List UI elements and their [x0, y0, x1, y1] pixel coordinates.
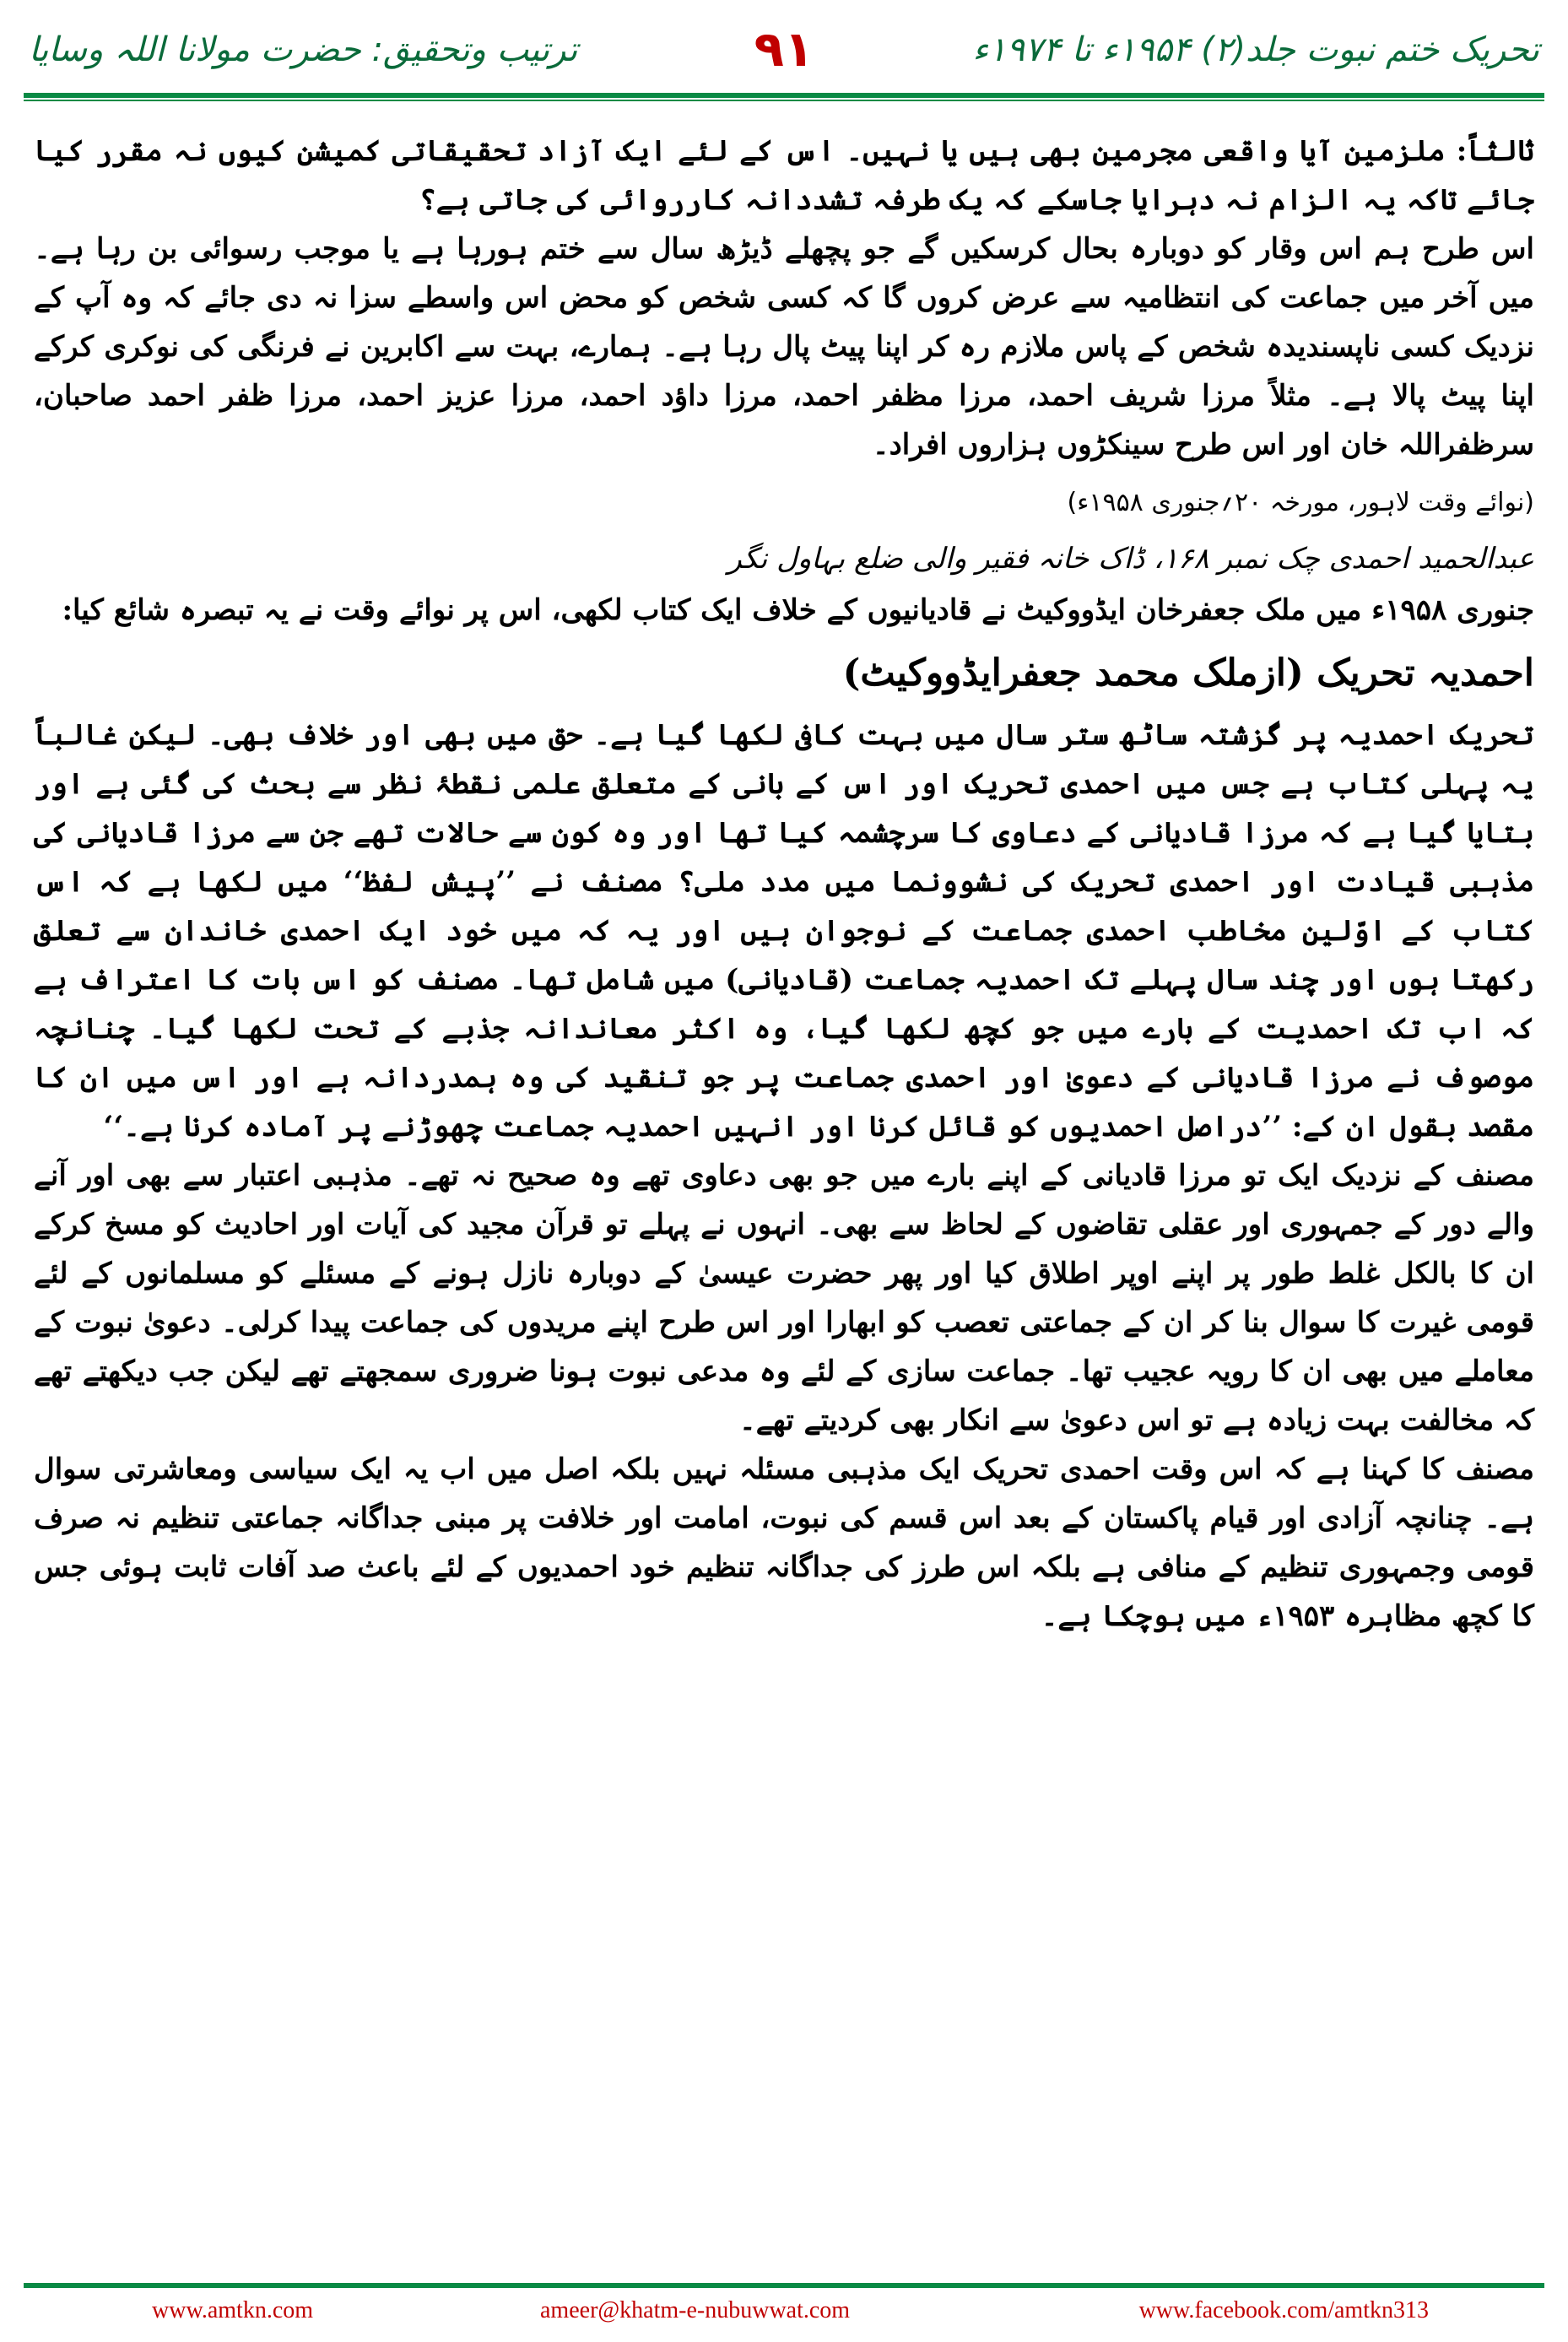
page-body	[34, 127, 1534, 1641]
footer-divider	[24, 2283, 1544, 2288]
compiler-credit: ترتیب وتحقیق: حضرت مولانا اللہ وسایا	[29, 30, 578, 69]
paragraph-6: مصنف کا کہنا ہے کہ اس وقت احمدی تحریک ایک مذہبی مسئلہ نہیں بلکہ اصل میں اب یہ ایک سیاسی ومعاشرتی سوال ہے۔ چنانچہ آزادی اور قیام پاکستان کے بعد اس قسم کی نبوت، امامت اور خلافت پر مبنی جداگانہ جماعتی تنظیم نہ صرف قومی وجمہوری تنظیم کے منافی ہے بلکہ اس طرز کی جداگانہ تنظیم خود احمدیوں کے لئے باعث صد آفات ثابت ہوئی جس کا کچھ مظاہرہ ۱۹۵۳ء میں ہوچکا ہے۔	[34, 1452, 1534, 1633]
website-link[interactable]: www.amtkn.com	[152, 2297, 314, 2323]
book-title: تحریک ختم نبوت جلد(۲) ۱۹۵۴ء تا ۱۹۷۴ء	[972, 30, 1539, 69]
header-divider	[24, 93, 1544, 98]
paragraph-3: جنوری ۱۹۵۸ء میں ملک جعفرخان ایڈووکیٹ نے قادیانیوں کے خلاف ایک کتاب لکھی، اس پر نوائے وقت نے یہ تبصرہ شائع کیا:	[62, 593, 1534, 627]
paragraph-2: اس طرح ہم اس وقار کو دوبارہ بحال کرسکیں گے جو پچھلے ڈیڑھ سال سے ختم ہورہا ہے یا موجب رسوائی بن رہا ہے۔ میں آخر میں جماعت کی انتظامیہ سے عرض کروں گا کہ کسی شخص کو محض اس واسطے سزا نہ دی جائے کہ وہ آپ کے نزدیک کسی ناپسندیدہ شخص کے پاس ملازم رہ کر اپنا پیٹ پال رہا ہے۔ ہمارے، بہت سے اکابرین نے فرنگی کی نوکری کرکے اپنا پیٹ پالا ہے۔ مثلاً مرزا شریف احمد، مرزا مظفر احمد، مرزا داؤد احمد، مرزا عزیز احمد، مرزا ظفر احمد صاحبان، سرظفراللہ خان اور اس طرح سینکڑوں ہزاروں افراد۔	[34, 232, 1534, 462]
facebook-link[interactable]: www.facebook.com/amtkn313	[1138, 2297, 1429, 2323]
paragraph-1: ثالثاً: ملزمین آیا واقعی مجرمین بھی ہیں یا نہیں۔ اس کے لئے ایک آزاد تحقیقاتی کمیشن کیوں نہ مقرر کیا جائے تاکہ یہ الزام نہ دہرایا جاسکے کہ یک طرفہ تشددانہ کارروائی کی جاتی ہے؟	[34, 134, 1534, 217]
page-footer	[0, 2297, 1568, 2331]
page-number: ۹۱	[754, 20, 814, 78]
header-divider-thin	[24, 100, 1544, 101]
signature-line: عبدالحمید احمدی چک نمبر ۱۶۸، ڈاک خانہ فقیر والی ضلع بہاول نگر	[727, 542, 1534, 576]
email-link[interactable]: ameer@khatm-e-nubuwwat.com	[540, 2297, 851, 2323]
paragraph-5: مصنف کے نزدیک ایک تو مرزا قادیانی کے اپنے بارے میں جو بھی دعاوی تھے وہ صحیح نہ تھے۔ مذہبی اعتبار سے بھی اور آنے والے دور کے جمہوری اور عقلی تقاضوں کے لحاظ سے بھی۔ انہوں نے پہلے تو قرآن مجید کی آیات اور احادیث کو مسخ کرکے ان کا بالکل غلط طور پر اپنے اوپر اطلاق کیا اور پھر حضرت عیسیٰ کے دوبارہ نازل ہونے کے مسئلے کو مسلمانوں کے لئے قومی غیرت کا سوال بنا کر ان کے جماعتی تعصب کو ابھارا اور اس طرح اپنے مریدوں کی جماعت پیدا کرلی۔ دعویٰ نبوت کے معاملے میں بھی ان کا رویہ عجیب تھا۔ جماعت سازی کے لئے وہ مدعی نبوت ہونا ضروری سمجھتے تھے لیکن جب دیکھتے تھے کہ مخالفت بہت زیادہ ہے تو اس دعویٰ سے انکار بھی کردیتے تھے۔	[34, 1159, 1534, 1437]
section-heading: احمدیہ تحریک (ازملک محمد جعفرایڈووکیٹ)	[842, 652, 1534, 695]
paragraph-4: تحریک احمدیہ پر گزشتہ ساٹھ ستر سال میں بہت کافی لکھا گیا ہے۔ حق میں بھی اور خلاف بھی۔ لیکن غالباً یہ پہلی کتاب ہے جس میں احمدی تحریک اور اس کے بانی کے متعلق علمی نقطۂ نظر سے بحث کی گئی ہے اور بتایا گیا ہے کہ مرزا قادیانی کے دعاوی کا سرچشمہ کیا تھا اور وہ کون سے حالات تھے جن سے مرزا قادیانی کی مذہبی قیادت اور احمدی تحریک کی نشوونما میں مدد ملی؟ مصنف نے ’’پیش لفظ‘‘ میں لکھا ہے کہ اس کتاب کے اوّلین مخاطب احمدی جماعت کے نوجوان ہیں اور یہ کہ میں خود ایک احمدی خاندان سے تعلق رکھتا ہوں اور چند سال پہلے تک احمدیہ جماعت (قادیانی) میں شامل تھا۔ مصنف کو اس بات کا اعتراف ہے کہ اب تک احمدیت کے بارے میں جو کچھ لکھا گیا، وہ اکثر معاندانہ جذبے کے تحت لکھا گیا۔ چنانچہ موصوف نے مرزا قادیانی کے دعویٰ اور احمدی جماعت پر جو تنقید کی وہ ہمدردانہ ہے اور اس میں ان کا مقصد بقول ان کے: ’’دراصل احمدیوں کو قائل کرنا اور انہیں احمدیہ جماعت چھوڑنے پر آمادہ کرنا ہے۔‘‘	[34, 718, 1534, 1144]
newspaper-reference: (نوائے وقت لاہور، مورخہ ۲۰؍جنوری ۱۹۵۸ء)	[1067, 488, 1534, 517]
page-header	[20, 20, 1548, 84]
